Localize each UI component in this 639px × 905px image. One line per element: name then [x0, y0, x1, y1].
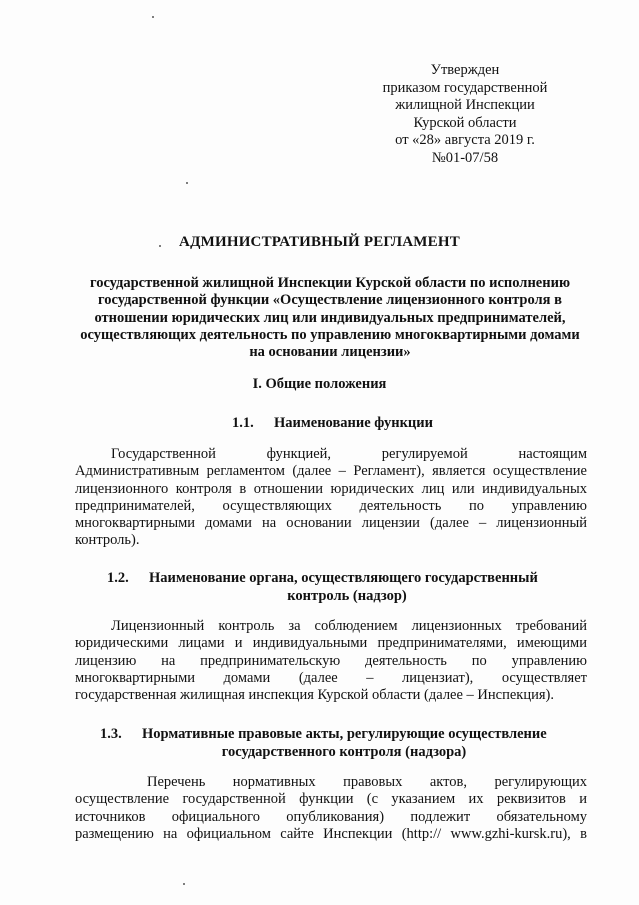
- paragraph-line: предпринимателей, осуществляющих деятельность по управлению: [75, 497, 587, 514]
- section-heading: I. Общие положения: [252, 376, 387, 392]
- subtitle-line: на основании лицензии»: [249, 344, 411, 361]
- approval-line: приказом государственной: [382, 79, 548, 96]
- paragraph-line: многоквартирными домами (далее – лицензиат), осуществляет: [75, 669, 587, 686]
- paragraph-1-1: [75, 446, 587, 550]
- subsection-title-line: Нормативные правовые акты, регулирующие осуществление: [142, 726, 547, 742]
- subsection-title-line: государственного контроля (надзора): [221, 743, 467, 760]
- document-subtitle: [70, 275, 590, 361]
- subsection-number: 1.3.: [100, 726, 122, 742]
- paragraph-1-3: [75, 774, 587, 843]
- subsection-heading-1-2: [107, 570, 567, 605]
- paragraph-line: лицензионного контроля в отношении юридических лиц или индивидуальных: [75, 480, 587, 497]
- paragraph-line: Административным регламентом (далее – Регламент), является осуществление: [75, 463, 587, 480]
- subtitle-line: осуществляющих деятельность по управлению многоквартирными домами: [80, 326, 580, 343]
- paragraph-line: Лицензионный контроль за соблюдением лицензионных требований: [111, 618, 587, 634]
- approval-line: Курской области: [413, 114, 517, 131]
- scan-speck: [183, 883, 185, 885]
- paragraph-line: размещению на официальном сайте Инспекции (http:// www.gzhi-kursk.ru), в: [75, 825, 587, 842]
- subtitle-line: государственной функции «Осуществление лицензионного контроля в: [98, 292, 562, 309]
- subsection-number: 1.2.: [107, 570, 129, 586]
- paragraph-line: Перечень нормативных правовых актов, регулирующих: [147, 774, 587, 790]
- subsection-number: 1.1.: [232, 415, 254, 431]
- paragraph-line: юридическими лицами и индивидуальными предпринимателями, имеющими: [75, 635, 587, 652]
- paragraph-line: государственная жилищная инспекция Курской области (далее – Инспекция).: [75, 687, 554, 704]
- paragraph-line: осуществление государственной функции (с указанием их реквизитов и: [75, 791, 587, 808]
- approval-line: Утвержден: [430, 62, 500, 78]
- subsection-heading-1-3: [100, 726, 570, 761]
- subtitle-line: государственной жилищной Инспекции Курской области по исполнению: [89, 275, 571, 291]
- paragraph-line: Государственной функцией, регулируемой настоящим: [111, 446, 587, 462]
- paragraph-1-2: [75, 618, 587, 704]
- subsection-title-line: Наименование органа, осуществляющего государственный: [149, 570, 538, 586]
- paragraph-line: многоквартирными домами на основании лицензии (далее – лицензионный: [75, 515, 587, 532]
- subtitle-line: отношении юридических лиц или индивидуальных предпринимателей,: [94, 309, 566, 326]
- subsection-title: Наименование функции: [274, 415, 433, 431]
- approval-line: №01-07/58: [431, 149, 499, 166]
- subsection-heading-1-1: [232, 415, 433, 433]
- subsection-title-line: контроль (надзор): [287, 587, 407, 604]
- scan-speck: [186, 182, 188, 184]
- approval-line: от «28» августа 2019 г.: [395, 132, 535, 148]
- document-title: АДМИНИСТРАТИВНЫЙ РЕГЛАМЕНТ: [179, 234, 460, 250]
- approval-line: жилищной Инспекции: [395, 97, 535, 113]
- approval-block: [360, 62, 570, 167]
- scan-speck: [159, 245, 161, 247]
- paragraph-line: контроль).: [75, 532, 140, 549]
- scan-speck: [152, 16, 154, 18]
- paragraph-line: источников официального опубликования) подлежит обязательному: [75, 808, 587, 825]
- paragraph-line: лицензию на предпринимательскую деятельность по управлению: [75, 652, 587, 669]
